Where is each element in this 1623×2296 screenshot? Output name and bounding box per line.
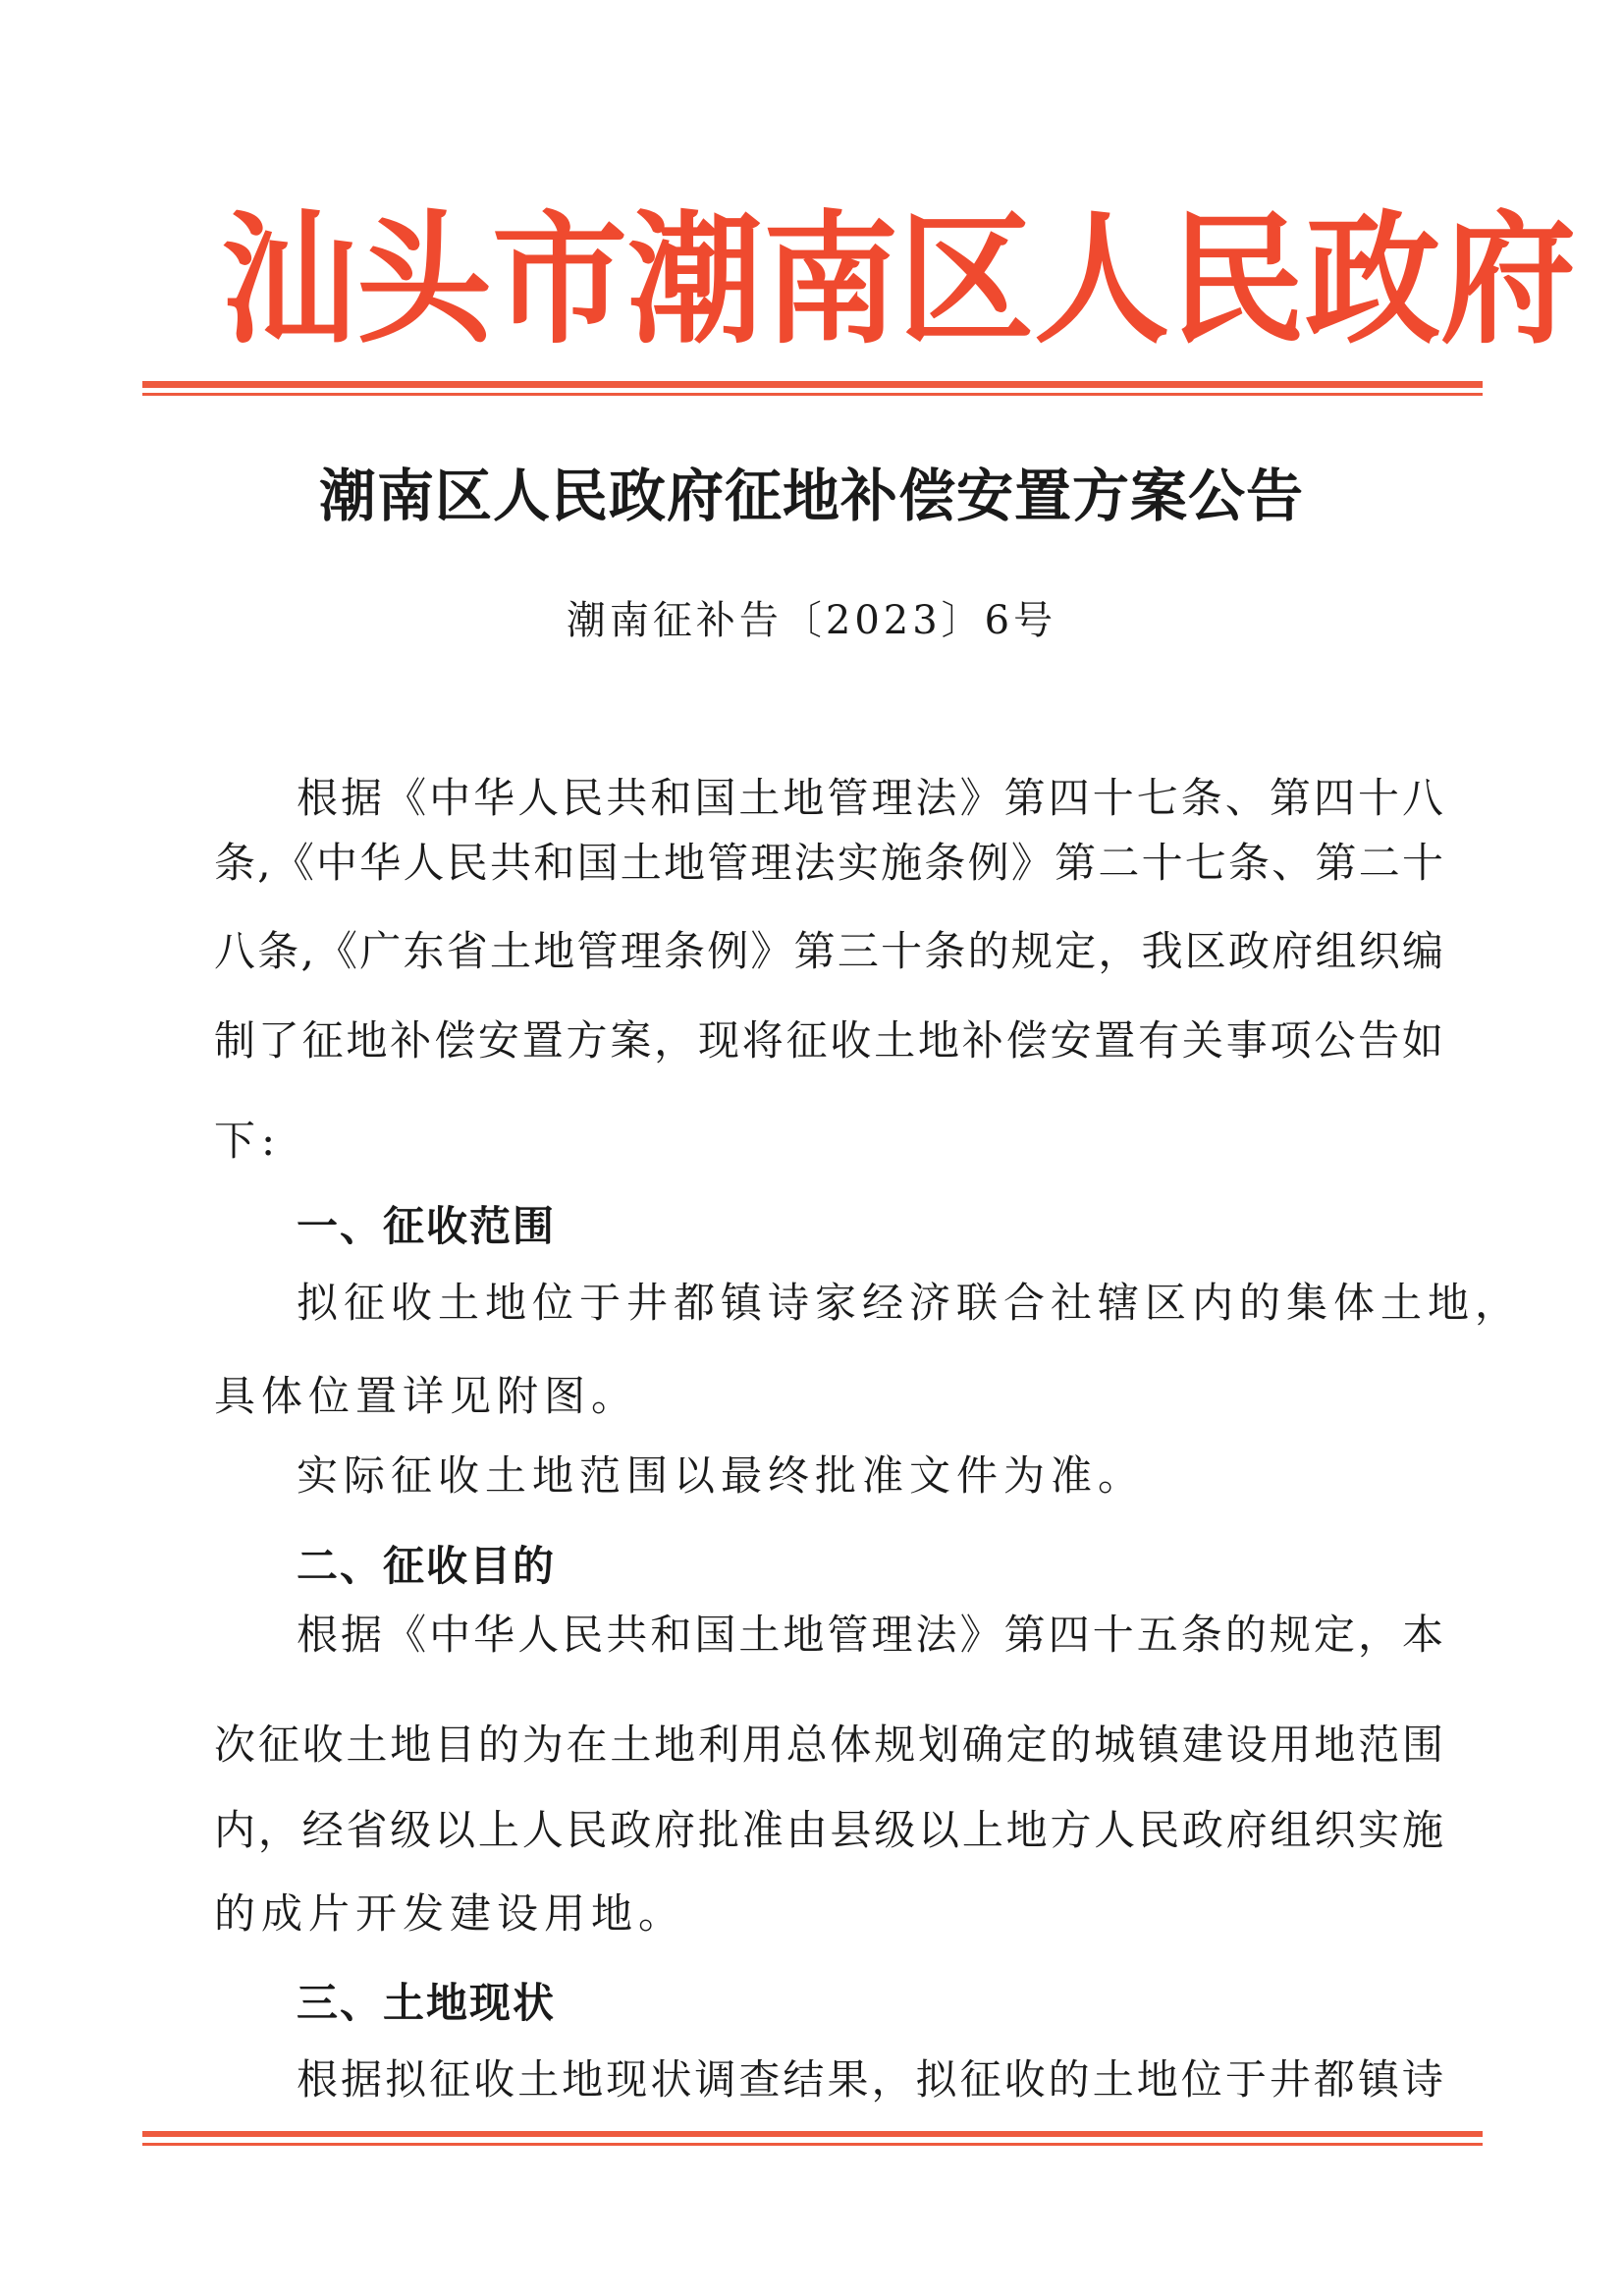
body-line: 次征收土地目的为在土地利用总体规划确定的城镇建设用地范围 [214,1721,1443,1769]
header-char: 民 [1169,194,1306,364]
body-line: 内，经省级以上人民政府批准由县级以上地方人民政府组织实施 [214,1806,1443,1854]
body-line: 根据拟征收土地现状调查结果，拟征收的土地位于井都镇诗 [297,2055,1443,2104]
footer-rule-thick [142,2131,1483,2137]
body-line: 制了征地补偿安置方案，现将征收土地补偿安置有关事项公告如 [214,1016,1443,1065]
body-line: 具体位置详见附图。 [214,1372,639,1420]
document-number: 潮南征补告〔2023〕6号 [566,598,1057,643]
header-char: 区 [898,194,1035,364]
header-char: 市 [492,194,628,364]
body-line: 实际征收土地范围以最终批准文件为准。 [297,1451,1146,1500]
section-heading: 三、土地现状 [297,1979,557,2027]
header-char: 头 [356,194,493,364]
issuing-authority-header [221,194,1577,364]
body-line: 八条,《广东省土地管理条例》第三十条的规定，我区政府组织编 [214,927,1443,975]
body-line: 拟征收土地位于井都镇诗家经济联合社辖区内的集体土地， [297,1279,1523,1327]
header-char: 潮 [627,194,764,364]
header-char: 政 [1305,194,1441,364]
document-title: 潮南区人民政府征地补偿安置方案公告 [318,463,1304,529]
section-heading: 二、征收目的 [297,1542,557,1590]
body-line: 根据《中华人民共和国土地管理法》第四十七条、第四十八 [297,774,1443,822]
body-line: 的成片开发建设用地。 [214,1889,686,1938]
body-line: 条,《中华人民共和国土地管理法实施条例》第二十七条、第二十 [214,839,1443,887]
section-heading: 一、征收范围 [297,1202,557,1250]
footer-rule-thin [142,2143,1483,2146]
header-rule-thick [142,381,1483,388]
header-char: 人 [1034,194,1170,364]
header-rule-thin [142,393,1483,396]
header-char: 南 [763,194,899,364]
body-line: 下: [214,1117,282,1165]
header-char: 府 [1440,194,1577,364]
header-char: 汕 [221,194,357,364]
body-line: 根据《中华人民共和国土地管理法》第四十五条的规定，本 [297,1611,1443,1659]
